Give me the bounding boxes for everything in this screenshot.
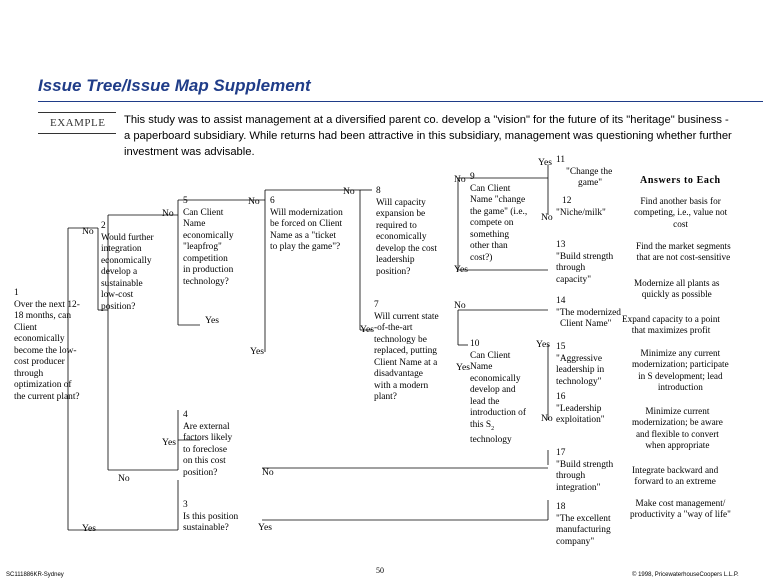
outcome-14	[556, 296, 621, 331]
branch-label-no: No	[262, 467, 274, 478]
node-9	[470, 172, 527, 264]
node-line: Will current state	[374, 311, 439, 322]
branch-label-yes: Yes	[82, 523, 96, 534]
answer-line-text: in S development; lead	[638, 370, 723, 381]
answer-line: modernization; participate	[632, 359, 729, 370]
branch-label-yes: Yes	[454, 264, 468, 275]
answer-line: and flexible to convert	[635, 428, 719, 439]
branch-label-yes: Yes	[536, 339, 550, 350]
node-line: develop and	[470, 385, 516, 395]
node-number: 8	[376, 186, 381, 196]
node-line: Over the next 12-	[14, 299, 80, 310]
node-line: Client Name at a	[374, 357, 438, 368]
node-line: develop the cost	[376, 243, 437, 254]
node-line: in production	[183, 265, 234, 275]
outcome-line: Client Name"	[560, 319, 612, 329]
outcome-15	[556, 342, 604, 388]
outcome-line: technology"	[556, 376, 602, 387]
answer-line: competing, i.e., value not	[634, 207, 728, 218]
answer-line	[632, 371, 729, 382]
node-line: Name "change	[470, 195, 526, 205]
node-line: sustainable	[101, 278, 143, 289]
branch-label-yes: Yes	[456, 362, 470, 373]
answers-heading: Answers to Each	[640, 175, 721, 186]
node-2	[101, 221, 154, 313]
node-number: 1	[14, 288, 19, 298]
node-line: Is this position	[183, 511, 239, 522]
answer-line: that maximizes profit	[631, 325, 711, 336]
node-number: 6	[270, 196, 275, 206]
answer-line: Modernize all plants as	[634, 278, 720, 288]
outcome-number: 11	[556, 155, 566, 165]
node-3	[183, 500, 238, 535]
branch-label-no: No	[541, 212, 553, 223]
outcome-12	[556, 196, 606, 219]
outcome-line: exploitation"	[556, 415, 605, 425]
node-line: to foreclose	[183, 444, 227, 455]
node-line: economically	[14, 334, 65, 344]
node-line: "leapfrog"	[183, 242, 222, 252]
node-line: cost?)	[470, 252, 493, 263]
answer-line: Minimize current	[645, 406, 710, 416]
outcome-line: "Leadership	[556, 403, 602, 414]
answer-line: Minimize any current	[640, 348, 721, 358]
node-line: Client	[14, 322, 37, 333]
node-line: this $S_2$	[470, 419, 495, 432]
branch-label-no: No	[82, 226, 94, 237]
node-number: 7	[374, 300, 379, 310]
node-line: Name as a "ticket	[270, 230, 337, 241]
node-line: Can Client	[470, 350, 511, 361]
outcome-line: "Build strength	[556, 459, 614, 470]
outcome-number: 13	[556, 240, 566, 250]
answer-item	[632, 406, 723, 451]
node-1	[14, 288, 80, 403]
branch-label-yes: Yes	[162, 437, 176, 448]
outcome-18	[556, 502, 611, 548]
footer-code: SC111886KR-Sydney	[6, 572, 64, 578]
outcome-line: integration"	[556, 482, 601, 493]
outcome-16	[556, 392, 605, 427]
answer-line: when appropriate	[645, 439, 710, 450]
node-line: -of-the-art	[374, 323, 413, 333]
outcome-number: 16	[556, 392, 566, 402]
node-line-text: this S	[470, 419, 492, 430]
node-number: 4	[183, 410, 188, 420]
page-number: 50	[376, 566, 384, 575]
node-line: to play the game"?	[270, 242, 341, 252]
node-line: Can Client	[470, 183, 511, 194]
outcome-line: manufacturing	[556, 525, 611, 535]
answer-item	[634, 278, 719, 301]
branch-label-no: No	[248, 196, 260, 207]
node-line: through	[14, 368, 44, 379]
answer-item	[630, 498, 731, 521]
node-line: position?	[376, 266, 411, 277]
answer-line: Find the market segments	[636, 241, 731, 251]
outcome-number: 17	[556, 448, 566, 458]
node-line: become the low-	[14, 345, 77, 356]
outcome-line: "Change the	[566, 166, 613, 177]
branch-label-no: No	[343, 186, 355, 197]
answer-line: forward to an extreme	[634, 476, 716, 487]
outcome-11	[556, 155, 612, 190]
node-number: 9	[470, 172, 475, 182]
answer-item	[634, 196, 727, 230]
example-label: EXAMPLE	[50, 117, 106, 129]
outcome-line: "Build strength	[556, 251, 614, 262]
answer-line: modernization; be aware	[632, 417, 723, 428]
node-number: 2	[101, 221, 106, 231]
node-line: Will capacity	[376, 197, 426, 208]
node-line: replaced, putting	[374, 346, 437, 356]
node-line: other than	[470, 241, 508, 251]
node-8	[376, 186, 437, 278]
node-line: competition	[183, 253, 228, 264]
answer-line: quickly as possible	[641, 289, 712, 300]
node-line: Are external	[183, 421, 230, 432]
outcome-13	[556, 240, 613, 286]
outcome-number: 15	[556, 342, 566, 352]
node-10	[470, 339, 526, 446]
page-title: Issue Tree/Issue Map Supplement	[38, 76, 311, 95]
node-number: 5	[183, 196, 188, 206]
node-5	[183, 196, 234, 288]
branch-label-yes: Yes	[205, 315, 219, 326]
node-line: Name	[470, 362, 493, 372]
node-number: 10	[470, 339, 480, 349]
outcome-line: "Aggressive	[556, 353, 603, 364]
branch-label-yes: Yes	[538, 157, 552, 168]
node-line: economically	[101, 255, 152, 266]
node-line: economically	[376, 232, 427, 242]
outcome-line: company"	[556, 536, 595, 547]
node-line: develop a	[101, 267, 138, 277]
branch-label-yes: Yes	[250, 346, 264, 357]
node-7	[374, 300, 439, 404]
answer-line: Find another basis for	[640, 196, 721, 206]
branch-label-no: No	[454, 174, 466, 185]
node-line: position?	[101, 301, 136, 312]
node-6	[270, 196, 343, 254]
outcome-17	[556, 448, 613, 494]
outcome-number: 14	[556, 296, 566, 306]
answer-line: Integrate backward and	[632, 465, 719, 475]
answer-line: cost	[673, 218, 688, 229]
branch-label-no: No	[118, 473, 130, 484]
node-line: 18 months, can	[14, 311, 72, 321]
node-line: the current plant?	[14, 391, 80, 402]
node-line: Would further	[101, 232, 154, 243]
node-line: Will modernization	[270, 207, 343, 218]
branch-label-no: No	[162, 208, 174, 219]
node-line: required to	[376, 220, 417, 231]
outcome-line: capacity"	[556, 274, 592, 285]
outcome-line: "The excellent	[556, 513, 611, 524]
branch-label-yes: Yes	[360, 324, 374, 335]
branch-label-no: No	[541, 413, 553, 424]
answer-line: productivity a "way of life"	[630, 509, 731, 520]
outcome-number: 12	[562, 196, 572, 206]
node-line: technology be	[374, 334, 427, 345]
intro-paragraph: This study was to assist management at a diversified parent co. develop a "vision" for the future of its "heritage" business - a paperboard subsidiary. While returns had been attractive in this subsidiary, management was questioning whether further investment was advisable.	[124, 114, 732, 158]
answer-line: Make cost management/	[635, 498, 726, 508]
node-line: sustainable?	[183, 523, 229, 533]
node-line: economically	[470, 373, 521, 384]
outcome-line: through	[556, 471, 586, 481]
outcome-line: game"	[578, 178, 603, 188]
node-line: optimization of	[14, 380, 72, 390]
branch-label-no: No	[454, 300, 466, 311]
answer-line: that are not cost-sensitive	[636, 252, 731, 263]
answer-item	[622, 314, 720, 337]
node-line: with a modern	[374, 380, 429, 391]
node-line: something	[470, 229, 510, 240]
outcome-number: 18	[556, 502, 566, 512]
node-line: the game" (i.e.,	[470, 206, 528, 217]
node-4	[183, 410, 232, 479]
answer-line: introduction	[657, 381, 703, 392]
node-line: technology	[470, 434, 512, 445]
node-line: position?	[183, 467, 218, 478]
node-line: cost producer	[14, 357, 65, 367]
answer-item	[636, 241, 731, 264]
node-line: low-cost	[101, 290, 134, 300]
node-line: compete on	[470, 218, 514, 228]
node-line: on this cost	[183, 456, 226, 466]
branch-label-yes: Yes	[258, 522, 272, 533]
footer-copyright: © 1998, PricewaterhouseCoopers L.L.P.	[632, 572, 739, 578]
node-line: plant?	[374, 392, 397, 402]
node-line: introduction of	[470, 408, 526, 418]
answer-item	[632, 348, 729, 393]
node-line: economically	[183, 230, 234, 241]
node-number: 3	[183, 500, 188, 510]
node-line: lead the	[470, 396, 500, 407]
node-line: Can Client	[183, 207, 224, 218]
outcome-line: leadership in	[556, 365, 605, 375]
node-line: integration	[101, 244, 142, 254]
node-line: technology?	[183, 276, 229, 287]
answer-line: Expand capacity to a point	[622, 314, 720, 324]
outcome-line: "The modernized	[556, 307, 621, 318]
node-line: factors likely	[183, 433, 233, 443]
answer-item	[632, 465, 718, 488]
node-line: expansion be	[376, 209, 426, 219]
node-line: disadvantage	[374, 369, 423, 379]
outcome-line: through	[556, 263, 586, 273]
node-line: Name	[183, 219, 206, 229]
node-line: be forced on Client	[270, 219, 343, 229]
outcome-line: "Niche/milk"	[556, 207, 606, 218]
node-line: leadership	[376, 255, 415, 265]
